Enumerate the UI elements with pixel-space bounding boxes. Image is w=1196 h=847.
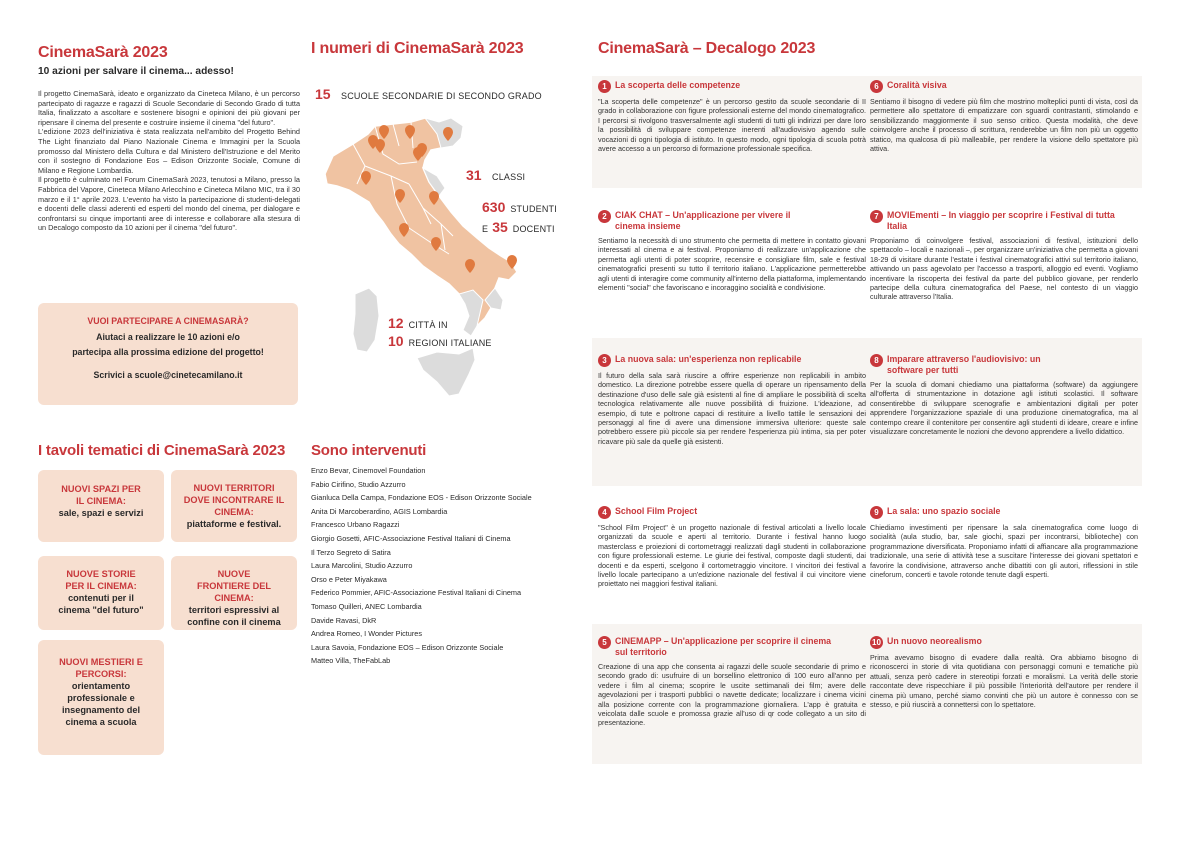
decalogo-item-body: "La scoperta delle competenze" è un percorso gestito da scuole secondarie di II grado in collaborazione con figure professionali esterne del mondo cinematografico. I percorsi si rivolgono trasversalmente agli studenti di tutti gli indirizzi per dare loro la possibilità di sviluppare competenze inerenti all'audiovisivo agendo sulle vocazioni di ogni tipologia di istituto. In questo modo, ogni tipologia di scuola potrà avere accesso a un percorso di formazione professionale specifica. <box>598 97 866 154</box>
decalogo-item <box>598 80 866 153</box>
decalogo-item-title: Coralità visiva <box>887 80 947 90</box>
decalogo-item-title: School Film Project <box>615 506 698 516</box>
decalogo-item-title: La sala: uno spazio sociale <box>887 506 1001 516</box>
decalogo-item <box>598 354 866 446</box>
decalogo-item-body: Sentiamo il bisogno di vedere più film che mostrino molteplici punti di vista, così da permettere allo spettatore di empatizzare con sguardi contrastanti, stimolando e sensibilizzando maggiormente il suo senso critico. Questa modalità, che deve coinvolgere anche il processo di scrittura, renderebbe un film non più un oggetto statico, ma qualcosa di più malleabile, per rendere la visione dello spettatore più attiva. <box>870 97 1138 154</box>
speakers-list <box>311 464 581 668</box>
intro-paragraph: Il progetto è culminato nel Forum CinemaSarà 2023, tenutosi a Milano, presso la Fabbrica del Vapore, Cineteca Milano Arlecchino e Cineteca Milano MIC, tra il 30 marzo e il 1° aprile 2023. L'evento ha visto la partecipazione di studenti-delegati e docenti delle classi aderenti ed esperti del mondo del cinema, per dialogare e confrontarsi su cinque importanti aree di interesse e collaborare alla stesura di un Decalogo composto da 10 azioni per il cinema "del futuro". <box>38 175 300 233</box>
intro-paragraph: Il progetto CinemaSarà, ideato e organizzato da Cineteca Milano, è un percorso partecipato di ragazze e ragazzi di Scuole Secondarie di Secondo Grado di tutta Italia, finalizzato a ascoltare e sostenere bisogni e opinioni dei più giovani per ripensare il cinema del presente e costruire insieme il cinema "del futuro". <box>38 89 300 127</box>
stat-classi <box>466 167 525 185</box>
sardinia <box>353 288 379 352</box>
tavolo-body: contenuti per il cinema "del futuro" <box>58 593 144 615</box>
tavoli-title: I tavoli tematici di CinemaSarà 2023 <box>38 442 286 459</box>
decalogo-item-title: La scoperta delle competenze <box>615 80 741 90</box>
decalogo-item <box>870 636 1138 709</box>
decalogo-item <box>870 506 1138 579</box>
regioni-label: REGIONI ITALIANE <box>408 338 492 348</box>
number-badge: 9 <box>870 506 883 519</box>
speakers-title: Sono intervenuti <box>311 442 427 459</box>
decalogo-item-body: Proponiamo di coinvolgere festival, associazioni di festival, istituzioni dello spettacolo – locali e nazionali –, per organizzare un'iniziativa che permetta a giovani 18-29 di visitare durante l'estate i festival cinematografici attivi sul territorio italiano, attivando un pass agevolato per l'accesso a trasporti, alloggio ed eventi. Vogliamo incentivare la riscoperta dei festival da parte del pubblico giovane, per renderlo partecipe della cultura cinematografica del Paese, nel contesto di un viaggio culturale attraverso l'Italia. <box>870 236 1138 302</box>
citta-label: CITTÀ IN <box>408 320 448 330</box>
speaker-item: Laura Marcolini, Studio Azzurro <box>311 561 413 571</box>
cta-box <box>38 303 298 405</box>
tavolo-head: NUOVI TERRITORI DOVE INCONTRARE IL CINEMA: <box>183 483 285 517</box>
classi-number: 31 <box>466 167 482 183</box>
intro-section <box>38 44 300 233</box>
regioni-number: 10 <box>388 333 404 349</box>
citta-number: 12 <box>388 315 404 331</box>
number-badge: 3 <box>598 354 611 367</box>
intro-body <box>38 89 300 233</box>
decalogo-item-title: MOVIEmenti – In viaggio per scoprire i Festival di tutta Italia <box>887 210 1115 231</box>
tavolo-body: piattaforme e festival. <box>186 519 282 529</box>
tavolo-head: NUOVE FRONTIERE DEL CINEMA: <box>196 569 271 603</box>
decalogo-item-title: CIAK CHAT – Un'applicazione per vivere il cinema insieme <box>615 210 791 231</box>
classi-label: CLASSI <box>492 172 526 182</box>
stat-citta <box>388 315 492 351</box>
tavolo-body: orientamento professionale e insegnamento del cinema a scuola <box>61 681 141 727</box>
decalogo-item <box>870 210 1138 302</box>
decalogo-item-body: Il futuro della sala sarà riuscire a offrire esperienze non replicabili in ambito domestico. La direzione potrebbe essere quella di operare un ripensamento della destinazione d'uso delle sale già esistenti al fine di ampliare le possibilità di scelta tecnologica relativamente alle nuove possibilità di fruizione. L'ideazione, ad esempio, di tute e poltrone capaci di restituire a livello tattile le sensazioni dei personaggi al fine di avere una dimensione immersiva ulteriore: queste sale potrebbero essere più piccole sia per rendere l'esperienza più intima, sia per poter ricavare più sale da quelle già esistenti. <box>598 371 866 446</box>
cta-heading: VUOI PARTECIPARE A CINEMASARÀ? <box>87 316 249 326</box>
speaker-item: Fabio Cirifino, Studio Azzurro <box>311 479 406 489</box>
number-badge: 6 <box>870 80 883 93</box>
number-badge: 7 <box>870 210 883 223</box>
decalogo-item-body: Chiediamo investimenti per ripensare la sala cinematografica come luogo di socialità (aula studio, bar, sale giochi, spazi per incontrarsi, biblioteche) con programmazione diversificata. Proponiamo infatti di affiancare alla programmazione tradizionale, una serie di attività tese a suscitare l'interesse dei giovani spettatori e favorire la condivisione, attraverso anche dibattiti con gli autori, riflessioni in stile cineforum, concerti e tavole rotonde tenute dagli esperti. <box>870 523 1138 580</box>
decalogo-title: CinemaSarà – Decalogo 2023 <box>598 40 816 57</box>
speaker-item: Enzo Bevar, Cinemovel Foundation <box>311 466 426 475</box>
decalogo-item-body: Creazione di una app che consenta ai ragazzi delle scuole secondarie di primo e secondo grado di: usufruire di un borsellino elettronico di 100 euro all'anno per vedere i film al cinema; scoprire le uscite settimanali dei film; avere delle agevolazioni per i trasporti pubblici o navette dedicate; localizzare i cinema vicini alla posizione corrente con la programmazione giornaliera. L'app è gratuita e veicolata dalle scuole e promossa grazie all'uso di qr code collegato a un sito di presentazione. <box>598 662 866 728</box>
stat-scuole <box>315 86 542 104</box>
decalogo-item-title: Un nuovo neorealismo <box>887 636 982 646</box>
decalogo-item <box>598 636 866 728</box>
speaker-item: Federico Pommier, AFIC-Associazione Festival Italiani di Cinema <box>311 588 522 598</box>
intro-subtitle: 10 azioni per salvare il cinema... adesso! <box>38 66 234 77</box>
scuole-number: 15 <box>315 86 331 102</box>
decalogo-item-title: La nuova sala: un'esperienza non replicabile <box>615 354 802 364</box>
tavolo-card <box>38 640 164 755</box>
tavolo-card <box>38 556 164 630</box>
tavolo-head: NUOVI SPAZI PER IL CINEMA: <box>61 484 141 506</box>
docenti-label: DOCENTI <box>512 224 555 234</box>
number-badge: 8 <box>870 354 883 367</box>
decalogo-item-body: Prima avevamo bisogno di evadere dalla realtà. Ora abbiamo bisogno di riconoscerci in storie di vita quotidiana con personaggi comuni e tematiche più attuali, senza però cadere in stereotipi forzati e moralismi. La verità delle storie raccontate deve rispecchiare il più possibile l'interiorità dell'autore per rendere il cinema più umano, perché siamo convinti che più un autore è connesso con se stesso, e più riuscirà a connettersi con lo spettatore. <box>870 653 1138 710</box>
speaker-item: Il Terzo Segreto di Satira <box>311 547 391 557</box>
speaker-item: Matteo Villa, TheFabLab <box>311 656 391 666</box>
tavolo-body: sale, spazi e servizi <box>58 508 144 518</box>
number-badge: 1 <box>598 80 611 93</box>
cta-contact[interactable]: Scrivici a scuole@cinetecamilano.it <box>93 370 243 380</box>
decalogo-item-body: "School Film Project" è un progetto nazionale di festival articolati a livello locale organizzati da scuole e aperti al territorio. Durante i festival hanno luogo masterclass e proiezioni di cortometraggi realizzati dagli studenti in collaborazione con figure professionali esterne. Le giurie dei festival, composte dagli studenti, dai docenti e da esperti, scelgono il cortometraggio vincitore. I vincitori dei festival a livello locale partecipano a un'edizione nazionale del festival il cui vincitore viene proiettato nei maggiori festival italiani. <box>598 523 866 589</box>
tavolo-head: NUOVE STORIE PER IL CINEMA: <box>65 569 137 591</box>
speaker-item: Andrea Romeo, I Wonder Pictures <box>311 629 422 639</box>
docenti-number: 35 <box>492 219 508 235</box>
decalogo-item <box>870 80 1138 153</box>
speaker-item: Francesco Urbano Ragazzi <box>311 520 400 530</box>
decalogo-item <box>598 506 866 589</box>
italy-map <box>313 104 553 419</box>
cta-line2: partecipa alla prossima edizione del progetto! <box>72 347 264 357</box>
decalogo-item <box>870 354 1138 436</box>
number-badge: 4 <box>598 506 611 519</box>
number-badge: 5 <box>598 636 611 649</box>
speaker-item: Laura Savoia, Fondazione EOS – Edison Orizzonte Sociale <box>311 642 504 652</box>
speaker-item: Anita Di Marcoberardino, AGIS Lombardia <box>311 506 448 516</box>
decalogo-item-body: Sentiamo la necessità di uno strumento che permetta di mettere in contatto giovani interessati al cinema e ai festival. Proponiamo di realizzare un'applicazione che permetta agli utenti di poter scoprire, recensire e consigliare film, sale e festival cinematografici presenti su tutto il territorio italiano. L'applicazione permetterebbe agli utenti di interagire come community all'interno della piattaforma, implementando elementi "social" che favoriscano e incoraggino socialità e condivisione. <box>598 236 866 293</box>
tavolo-body: territori espressivi al confine con il cinema <box>187 605 281 627</box>
tavolo-card <box>171 556 297 630</box>
number-badge: 2 <box>598 210 611 223</box>
speaker-item: Orso e Peter Miyakawa <box>311 574 387 584</box>
tavolo-head: NUOVI MESTIERI E PERCORSI: <box>59 657 143 679</box>
tavolo-card <box>38 470 164 542</box>
numeri-title: I numeri di CinemaSarà 2023 <box>311 40 524 57</box>
intro-title: CinemaSarà 2023 <box>38 44 168 61</box>
cta-line1: Aiutaci a realizzare le 10 azioni e/o <box>96 332 240 342</box>
decalogo-item-title: Imparare attraverso l'audiovisivo: un software per tutti <box>887 354 1041 375</box>
intro-paragraph: L'edizione 2023 dell'iniziativa è stata realizzata nell'ambito del Progetto Behind The Light finanziato dal Piano Nazionale Cinema e Immagini per la Scuola promosso dal Ministero della Cultura e dal Ministero dell'Istruzione e del Merito con il sostegno di Fondazione Eos – Edison Orizzonte Sociale, Comune di Milano e Regione Lombardia. <box>38 127 300 175</box>
stat-studenti <box>482 198 557 238</box>
decalogo-item-body: Per la scuola di domani chiediamo una piattaforma (software) da aggiungere all'offerta di strumentazione in dotazione agli istituti scolastici. Il software consentirebbe di sviluppare scenografie e ambientazioni digitali per poter apprendere l'organizzazione spaziale di una produzione cinematografica, ma al contempo creare il contenitore per consentire agli studenti di ideare, creare e infine visualizzare concretamente le nozioni che devono apprendere a livello didattico. <box>870 380 1138 437</box>
studenti-number: 630 <box>482 199 506 215</box>
speaker-item: Tomaso Quilleri, ANEC Lombardia <box>311 601 422 611</box>
decalogo-item <box>598 210 866 292</box>
number-badge: 10 <box>870 636 883 649</box>
tavolo-card <box>171 470 297 542</box>
scuole-label: SCUOLE SECONDARIE DI SECONDO GRADO <box>341 91 542 101</box>
speaker-item: Gianluca Della Campa, Fondazione EOS - Edison Orizzonte Sociale <box>311 493 532 503</box>
conjunction: E <box>482 224 489 234</box>
speaker-item: Giorgio Gosetti, AFIC-Associazione Festival Italiani di Cinema <box>311 533 511 543</box>
speaker-item: Davide Ravasi, DkR <box>311 615 377 625</box>
sicily <box>417 348 475 396</box>
studenti-label: STUDENTI <box>510 204 557 214</box>
decalogo-item-title: CINEMAPP – Un'applicazione per scoprire il cinema sul territorio <box>615 636 832 657</box>
